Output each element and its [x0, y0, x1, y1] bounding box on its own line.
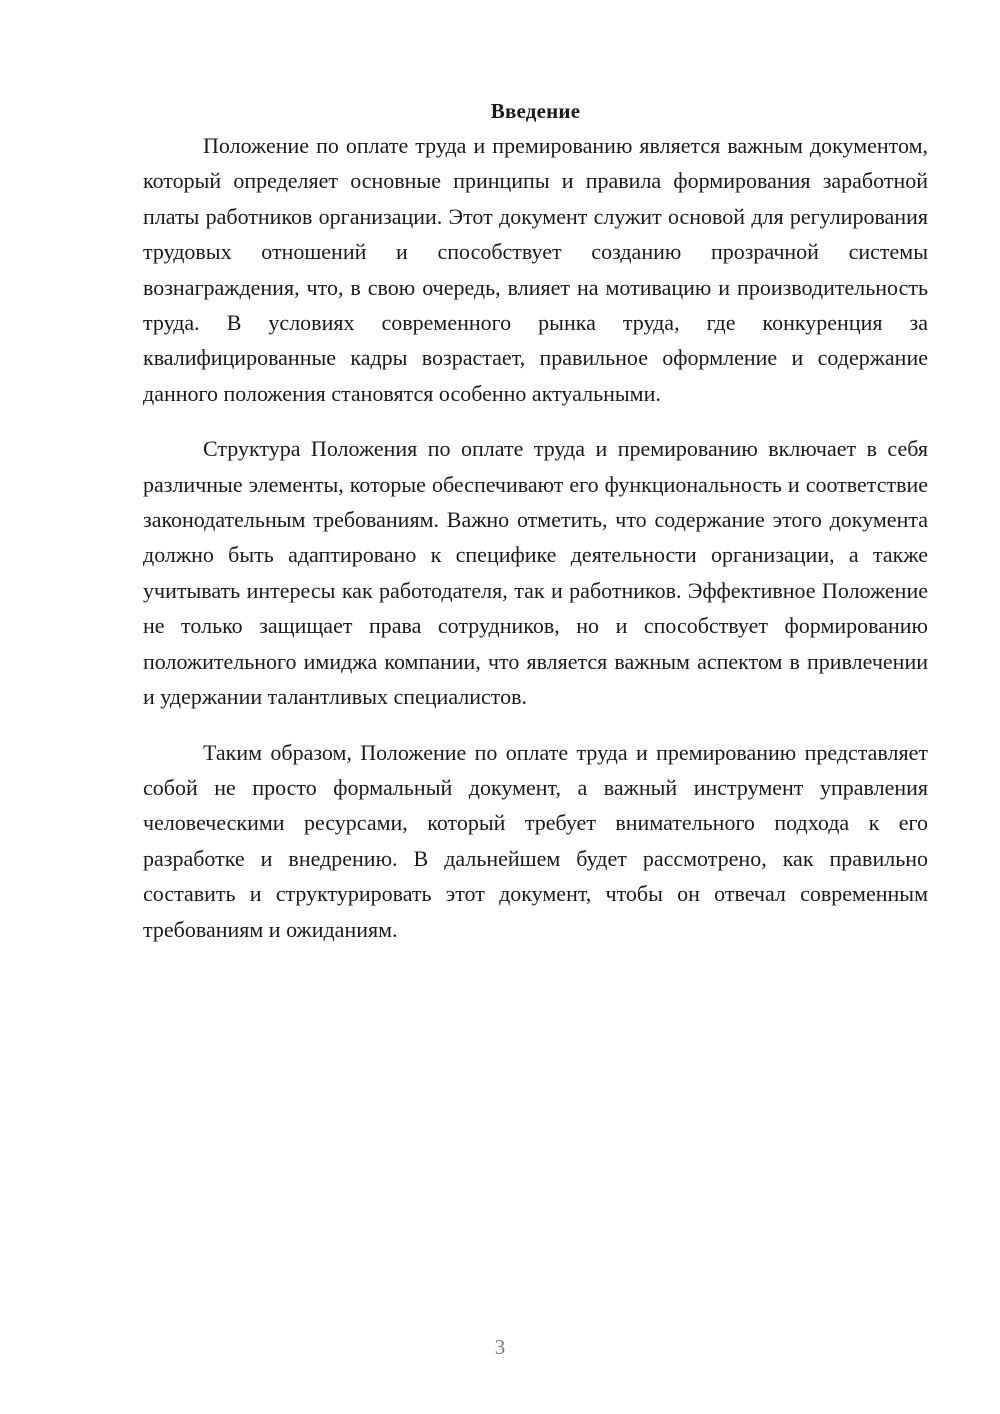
page-number: 3	[494, 1335, 506, 1359]
paragraph-1: Положение по оплате труда и премированию является важным документом, который определяет основные принципы и правила формирования заработной платы работников организации. Этот документ служит основой для регулирования трудовых отношений и способствует созданию прозрачной системы вознаграждения, что, в свою очередь, влияет на мотивацию и производительность труда. В условиях современного рынка труда, где конкуренция за квалифицированные кадры возрастает, правильное оформление и содержание данного положения становятся особенно актуальными.	[143, 133, 928, 406]
section-heading: Введение	[490, 99, 581, 123]
paragraph-3: Таким образом, Положение по оплате труда и премированию представляет собой не просто формальный документ, а важный инструмент управления человеческими ресурсами, который требует внимательного подхода к его разработке и внедрению. В дальнейшем будет рассмотрено, как правильно составить и структурировать этот документ, чтобы он отвечал современным требованиям и ожиданиям.	[143, 739, 928, 942]
paragraph-2: Структура Положения по оплате труда и премированию включает в себя различные элементы, которые обеспечивают его функциональность и соответствие законодательным требованиям. Важно отметить, что содержание этого документа должно быть адаптировано к специфике деятельности организации, а также учитывать интересы как работодателя, так и работников. Эффективное Положение не только защищает права сотрудников, но и способствует формированию положительного имиджа компании, что является важным аспектом в привлечении и удержании талантливых специалистов.	[143, 436, 928, 710]
page-content	[143, 96, 928, 967]
